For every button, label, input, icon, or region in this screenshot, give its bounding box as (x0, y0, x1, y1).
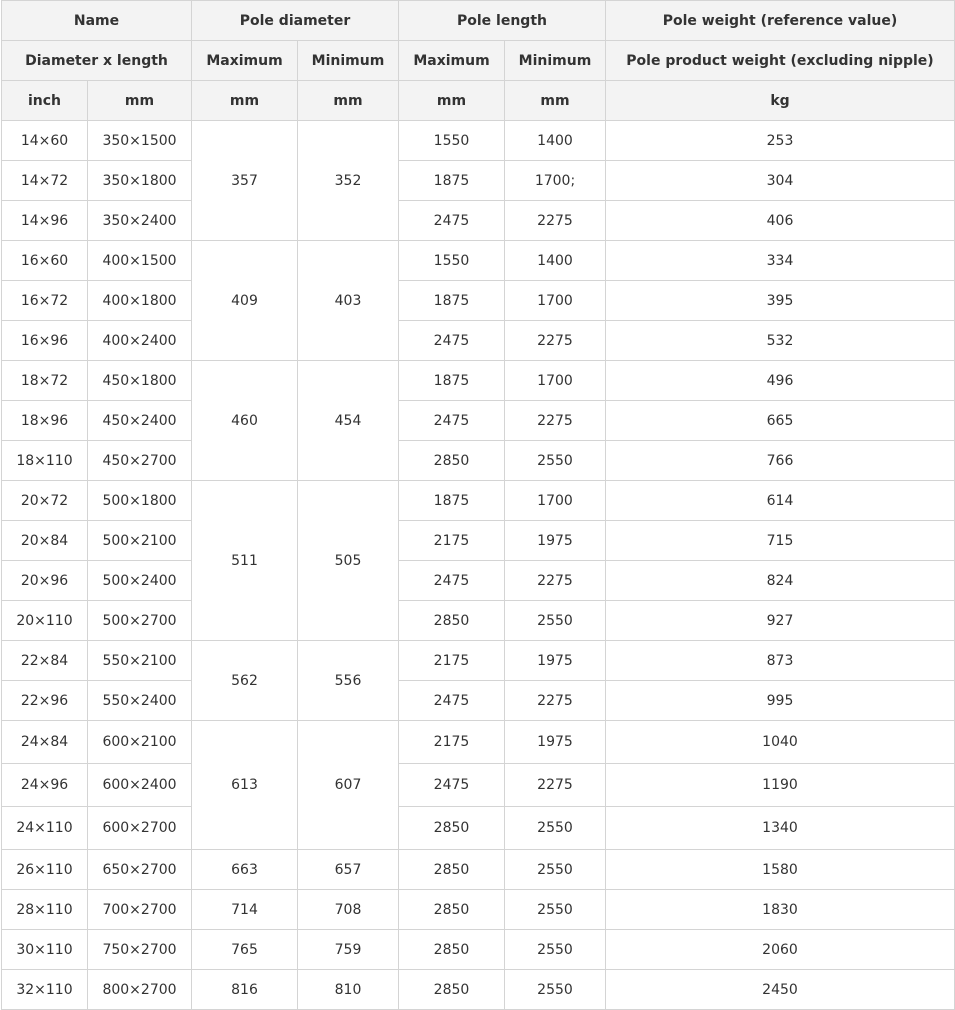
unit-mm-length-min: mm (505, 81, 606, 121)
size-inch-cell: 16×72 (2, 281, 88, 321)
length-max-cell: 2475 (399, 321, 505, 361)
table-row (2, 161, 955, 201)
diameter-max-cell: 816 (192, 970, 298, 1010)
table-row (2, 121, 955, 161)
length-min-cell: 1975 (505, 721, 606, 764)
table-header (2, 1, 955, 121)
size-mm-cell: 800×2700 (88, 970, 192, 1010)
weight-kg-cell: 665 (606, 401, 955, 441)
length-max-cell: 1875 (399, 161, 505, 201)
weight-kg-cell: 304 (606, 161, 955, 201)
length-min-cell: 1700 (505, 361, 606, 401)
length-max-cell: 1875 (399, 361, 505, 401)
weight-kg-cell: 927 (606, 601, 955, 641)
diameter-min-cell: 657 (298, 850, 399, 890)
table-row (2, 321, 955, 361)
diameter-max-cell: 562 (192, 641, 298, 721)
weight-kg-cell: 715 (606, 521, 955, 561)
size-mm-cell: 750×2700 (88, 930, 192, 970)
size-inch-cell: 18×72 (2, 361, 88, 401)
diameter-min-cell: 810 (298, 970, 399, 1010)
size-mm-cell: 700×2700 (88, 890, 192, 930)
header-pole-length: Pole length (399, 1, 606, 41)
length-min-cell: 2550 (505, 970, 606, 1010)
diameter-min-cell: 403 (298, 241, 399, 361)
size-mm-cell: 650×2700 (88, 850, 192, 890)
table-row (2, 241, 955, 281)
pole-spec-table (1, 0, 955, 1010)
size-inch-cell: 24×110 (2, 807, 88, 850)
table-row (2, 401, 955, 441)
table-row (2, 481, 955, 521)
size-mm-cell: 600×2700 (88, 807, 192, 850)
weight-kg-cell: 1340 (606, 807, 955, 850)
length-max-cell: 1550 (399, 121, 505, 161)
length-min-cell: 2550 (505, 850, 606, 890)
length-max-cell: 2475 (399, 401, 505, 441)
header-diameter-x-length: Diameter x length (2, 41, 192, 81)
unit-mm-diameter-min: mm (298, 81, 399, 121)
unit-mm-size: mm (88, 81, 192, 121)
weight-kg-cell: 2450 (606, 970, 955, 1010)
header-diameter-maximum: Maximum (192, 41, 298, 81)
diameter-max-cell: 409 (192, 241, 298, 361)
unit-mm-length-max: mm (399, 81, 505, 121)
length-max-cell: 2475 (399, 201, 505, 241)
length-max-cell: 2175 (399, 721, 505, 764)
length-min-cell: 1700 (505, 281, 606, 321)
table-row (2, 201, 955, 241)
size-inch-cell: 20×72 (2, 481, 88, 521)
header-pole-diameter: Pole diameter (192, 1, 399, 41)
table-row (2, 764, 955, 807)
table-row (2, 930, 955, 970)
length-max-cell: 2175 (399, 521, 505, 561)
diameter-max-cell: 765 (192, 930, 298, 970)
weight-kg-cell: 995 (606, 681, 955, 721)
table-row (2, 721, 955, 764)
table-row (2, 441, 955, 481)
size-inch-cell: 26×110 (2, 850, 88, 890)
size-mm-cell: 350×1500 (88, 121, 192, 161)
length-max-cell: 2475 (399, 561, 505, 601)
size-inch-cell: 22×96 (2, 681, 88, 721)
length-max-cell: 2850 (399, 850, 505, 890)
table-row (2, 561, 955, 601)
length-max-cell: 2850 (399, 970, 505, 1010)
size-inch-cell: 28×110 (2, 890, 88, 930)
weight-kg-cell: 532 (606, 321, 955, 361)
size-inch-cell: 20×110 (2, 601, 88, 641)
length-min-cell: 1975 (505, 641, 606, 681)
size-mm-cell: 450×1800 (88, 361, 192, 401)
diameter-min-cell: 708 (298, 890, 399, 930)
size-mm-cell: 550×2100 (88, 641, 192, 681)
length-min-cell: 1700; (505, 161, 606, 201)
header-pole-weight: Pole weight (reference value) (606, 1, 955, 41)
diameter-min-cell: 556 (298, 641, 399, 721)
weight-kg-cell: 253 (606, 121, 955, 161)
size-inch-cell: 18×96 (2, 401, 88, 441)
size-mm-cell: 500×2700 (88, 601, 192, 641)
table-row (2, 807, 955, 850)
diameter-min-cell: 505 (298, 481, 399, 641)
header-row-groups (2, 1, 955, 41)
weight-kg-cell: 1040 (606, 721, 955, 764)
header-product-weight: Pole product weight (excluding nipple) (606, 41, 955, 81)
size-inch-cell: 20×84 (2, 521, 88, 561)
length-max-cell: 2850 (399, 441, 505, 481)
unit-inch: inch (2, 81, 88, 121)
weight-kg-cell: 1830 (606, 890, 955, 930)
length-max-cell: 2850 (399, 890, 505, 930)
size-inch-cell: 14×96 (2, 201, 88, 241)
size-mm-cell: 350×1800 (88, 161, 192, 201)
diameter-max-cell: 714 (192, 890, 298, 930)
length-min-cell: 1700 (505, 481, 606, 521)
length-max-cell: 1550 (399, 241, 505, 281)
unit-mm-diameter-max: mm (192, 81, 298, 121)
size-mm-cell: 450×2400 (88, 401, 192, 441)
weight-kg-cell: 766 (606, 441, 955, 481)
table-row (2, 361, 955, 401)
diameter-max-cell: 460 (192, 361, 298, 481)
table-body (2, 121, 955, 1010)
size-mm-cell: 450×2700 (88, 441, 192, 481)
weight-kg-cell: 1580 (606, 850, 955, 890)
diameter-min-cell: 607 (298, 721, 399, 850)
size-inch-cell: 20×96 (2, 561, 88, 601)
size-mm-cell: 600×2100 (88, 721, 192, 764)
unit-kg: kg (606, 81, 955, 121)
length-max-cell: 2475 (399, 681, 505, 721)
size-mm-cell: 600×2400 (88, 764, 192, 807)
length-max-cell: 2175 (399, 641, 505, 681)
size-inch-cell: 18×110 (2, 441, 88, 481)
header-diameter-minimum: Minimum (298, 41, 399, 81)
length-min-cell: 2275 (505, 561, 606, 601)
length-min-cell: 2550 (505, 930, 606, 970)
size-inch-cell: 14×60 (2, 121, 88, 161)
diameter-max-cell: 613 (192, 721, 298, 850)
table-row (2, 601, 955, 641)
size-mm-cell: 550×2400 (88, 681, 192, 721)
size-mm-cell: 400×1500 (88, 241, 192, 281)
weight-kg-cell: 496 (606, 361, 955, 401)
diameter-min-cell: 352 (298, 121, 399, 241)
table-row (2, 521, 955, 561)
size-inch-cell: 24×96 (2, 764, 88, 807)
header-row-units (2, 81, 955, 121)
size-mm-cell: 500×1800 (88, 481, 192, 521)
table-row (2, 850, 955, 890)
header-length-maximum: Maximum (399, 41, 505, 81)
length-min-cell: 2275 (505, 401, 606, 441)
table-row (2, 281, 955, 321)
size-inch-cell: 22×84 (2, 641, 88, 681)
weight-kg-cell: 873 (606, 641, 955, 681)
table-row (2, 681, 955, 721)
size-mm-cell: 500×2400 (88, 561, 192, 601)
length-min-cell: 1975 (505, 521, 606, 561)
weight-kg-cell: 614 (606, 481, 955, 521)
length-max-cell: 2850 (399, 601, 505, 641)
length-min-cell: 2275 (505, 681, 606, 721)
length-max-cell: 2850 (399, 807, 505, 850)
table-row (2, 890, 955, 930)
size-inch-cell: 16×60 (2, 241, 88, 281)
length-min-cell: 1400 (505, 241, 606, 281)
length-max-cell: 1875 (399, 481, 505, 521)
length-min-cell: 2550 (505, 807, 606, 850)
length-min-cell: 1400 (505, 121, 606, 161)
length-min-cell: 2550 (505, 441, 606, 481)
size-inch-cell: 30×110 (2, 930, 88, 970)
weight-kg-cell: 395 (606, 281, 955, 321)
table-row (2, 641, 955, 681)
diameter-min-cell: 454 (298, 361, 399, 481)
length-min-cell: 2550 (505, 601, 606, 641)
size-mm-cell: 500×2100 (88, 521, 192, 561)
length-max-cell: 2850 (399, 930, 505, 970)
length-min-cell: 2550 (505, 890, 606, 930)
header-name: Name (2, 1, 192, 41)
header-row-subgroups (2, 41, 955, 81)
size-inch-cell: 24×84 (2, 721, 88, 764)
length-max-cell: 2475 (399, 764, 505, 807)
size-mm-cell: 400×2400 (88, 321, 192, 361)
size-inch-cell: 14×72 (2, 161, 88, 201)
diameter-max-cell: 357 (192, 121, 298, 241)
size-mm-cell: 350×2400 (88, 201, 192, 241)
size-mm-cell: 400×1800 (88, 281, 192, 321)
length-min-cell: 2275 (505, 201, 606, 241)
weight-kg-cell: 2060 (606, 930, 955, 970)
weight-kg-cell: 1190 (606, 764, 955, 807)
length-min-cell: 2275 (505, 764, 606, 807)
diameter-min-cell: 759 (298, 930, 399, 970)
size-inch-cell: 32×110 (2, 970, 88, 1010)
weight-kg-cell: 406 (606, 201, 955, 241)
weight-kg-cell: 824 (606, 561, 955, 601)
diameter-max-cell: 663 (192, 850, 298, 890)
diameter-max-cell: 511 (192, 481, 298, 641)
length-min-cell: 2275 (505, 321, 606, 361)
weight-kg-cell: 334 (606, 241, 955, 281)
length-max-cell: 1875 (399, 281, 505, 321)
size-inch-cell: 16×96 (2, 321, 88, 361)
header-length-minimum: Minimum (505, 41, 606, 81)
